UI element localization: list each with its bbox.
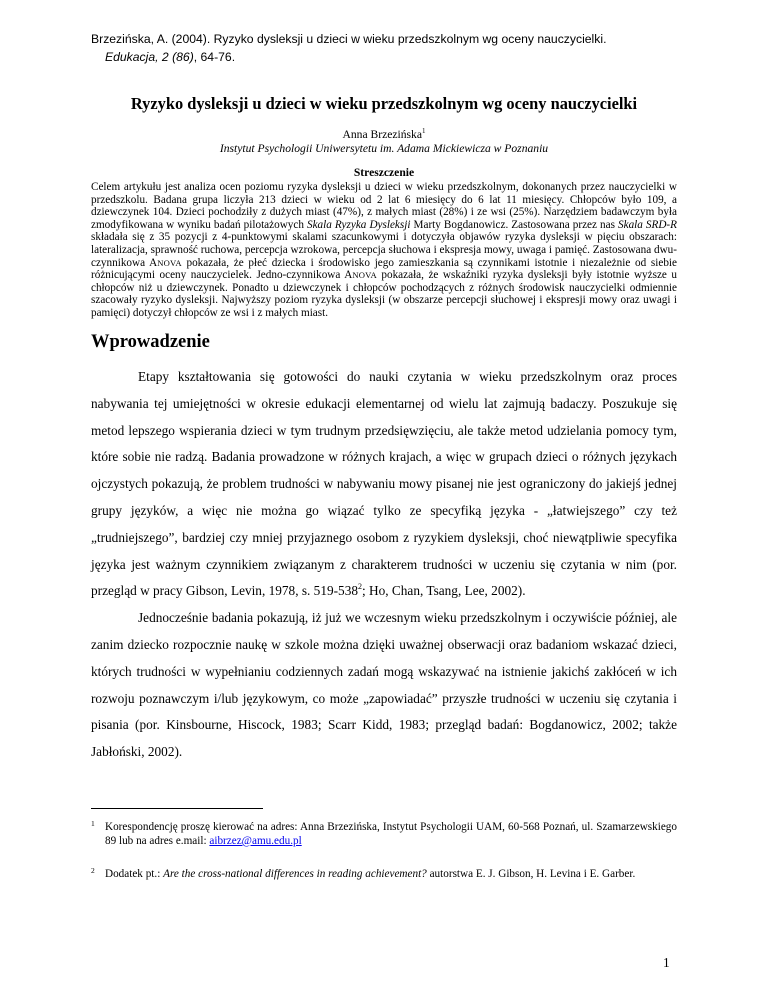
citation-header (91, 30, 677, 66)
journal-pages: , 64-76. (193, 50, 236, 64)
page-number: 1 (663, 955, 670, 970)
scale-name: Skala Ryzyka Dysleksji (307, 218, 411, 231)
section-heading: Wprowadzenie (91, 332, 210, 352)
footnote-divider (91, 808, 263, 809)
author-footnote-mark: 1 (422, 127, 426, 135)
author-affiliation: Instytut Psychologii Uniwersytetu im. Adama Mickiewicza w Poznaniu (219, 142, 549, 155)
citation-line-1: Brzezińska, A. (2004). Ryzyko dysleksji u dzieci w wieku przedszkolnym wg oceny nauczycielki. (91, 32, 607, 46)
paragraph-1: Etapy kształtowania się gotowości do nauki czytania w wieku przedszkolnym oraz proces nabywania tej umiejętności w okresie edukacji elementarnej od wielu lat zajmują badaczy. Poszukuje się metod lepszego wspierania dzieci w tym trudnym przedsięwzięciu, ale także metod udzielania pomocy tym, które sobie nie radzą. Badania prowadzone w różnych krajach, a więc w grupach dzieci o różnych językach ojczystych pokazują, że problem trudności w nabywaniu mowy pisanej nie jest ograniczony do jakiejś jednej grupy języków, a więc nie można go wiązać tylko ze specyfiką języka - „łatwiejszego” czy też „trudniejszego”, bardziej czy mniej przyjaznego osobom z ryzykiem dysleksji, choć niewątpliwie specyfika języka jest ważnym czynnikiem związanym z charakterem trudności w uczeniu się czytania w nim (por. przegląd w pracy Gibson, Levin, 1978, s. $519-538^2$; Ho, Chan, Tsang, Lee, 2002). (91, 369, 677, 599)
anova-term: ANOVA (149, 256, 182, 269)
scale-short-name: Skala SRD-R (618, 218, 677, 231)
author-line (0, 127, 768, 141)
citation-line-2 (91, 48, 677, 66)
anova-term: ANOVA (344, 269, 377, 282)
footnote-2: 2 Dodatek pt.: Are the cross-national differences in reading achievement? autorstwa E. J. Gibson, H. Levina i E. Garber. (91, 866, 636, 880)
footnote-1-number: 1 (91, 819, 95, 828)
footnote-mark-2: 2 (358, 582, 362, 592)
body-text (91, 364, 677, 766)
author-name: Anna Brzezińska (342, 128, 422, 141)
footnote-2-number: 2 (91, 866, 95, 875)
appendix-title: Are the cross-national differences in reading achievement? (163, 868, 427, 880)
abstract-text: Celem artykułu jest analiza ocen poziomu ryzyka dysleksji u dzieci w wieku przedszkolnym, dokonanych przez nauczycielki w przedszkolu. Badana grupa liczyła 213 dzieci w wieku od 2 lat 6 miesięcy do 6 lat 11 miesięcy. Chłopców było 109, a dziewczynek 104. Dzieci pochodziły z dużych miast (47%), z małych miast (28%) i ze wsi (25%). Narzędziem badawczym była zmodyfikowana w wyniku badań pilotażowych Skala Ryzyka Dysleksji Marty Bogdanowicz. Zastosowana przez nas Skala SRD-R składała się z 35 pozycji z 4-punktowymi skalami szacunkowymi i dotyczyła objawów ryzyka dysleksji w pięciu obszarach: lateralizacja, sprawność ruchowa, percepcja wzrokowa, percepcja słuchowa i ekspresja mowy, uwaga i pamięć. Zastosowana dwu-czynnikowa ANOVA pokazała, że płeć dziecka i środowisko jego zamieszkania są czynnikami istotnie i niezależnie od siebie różnicującymi oceny nauczycielek. Jedno-czynnikowa ANOVA pokazała, że wskaźniki ryzyka dysleksji były istotnie wyższe u chłopców niż u dziewczynek. Ponadto u dziewczynek i chłopców pochodzących z różnych środowisk nauczycielki odmiennie szacowały ryzyko dysleksji. Najwyższy poziom ryzyka dysleksji (w obszarze percepcji słuchowej i ekspresji mowy oraz uwagi i pamięci) dotyczył chłopców ze wsi i z małych miast. (91, 181, 677, 319)
paper-title: Ryzyko dysleksji u dzieci w wieku przedszkolnym wg oceny nauczycielki (130, 94, 638, 113)
paragraph-2: Jednocześnie badania pokazują, iż już we wczesnym wieku przedszkolnym i oczywiście później, ale zanim dziecko rozpocznie naukę w szkole można dzięki uważnej obserwacji oraz badaniom wskazać dzieci, których trudności w wypełnianiu codziennych zadań mogą wskazywać na istnienie jakichś zakłóceń w ich rozwoju poznawczym i/lub językowym, co może „zapowiadać” przyszłe trudności w uczeniu się czytania i pisania (por. Kinsbourne, Hiscock, 1983; Scarr Kidd, 1983; przegląd badań: Bogdanowicz, 2002; także Jabłoński, 2002). (91, 610, 677, 760)
abstract-heading: Streszczenie (353, 166, 415, 179)
journal-name: Edukacja, 2 (86) (105, 50, 194, 64)
footnote-1: 1 Korespondencję proszę kierować na adres: Anna Brzezińska, Instytut Psychologii UAM, 60-568 Poznań, ul. Szamarzewskiego 89 lub na adres e.mail: aibrzez@amu.edu.pl (91, 819, 677, 847)
email-link[interactable]: aibrzez@amu.edu.pl (209, 834, 302, 847)
